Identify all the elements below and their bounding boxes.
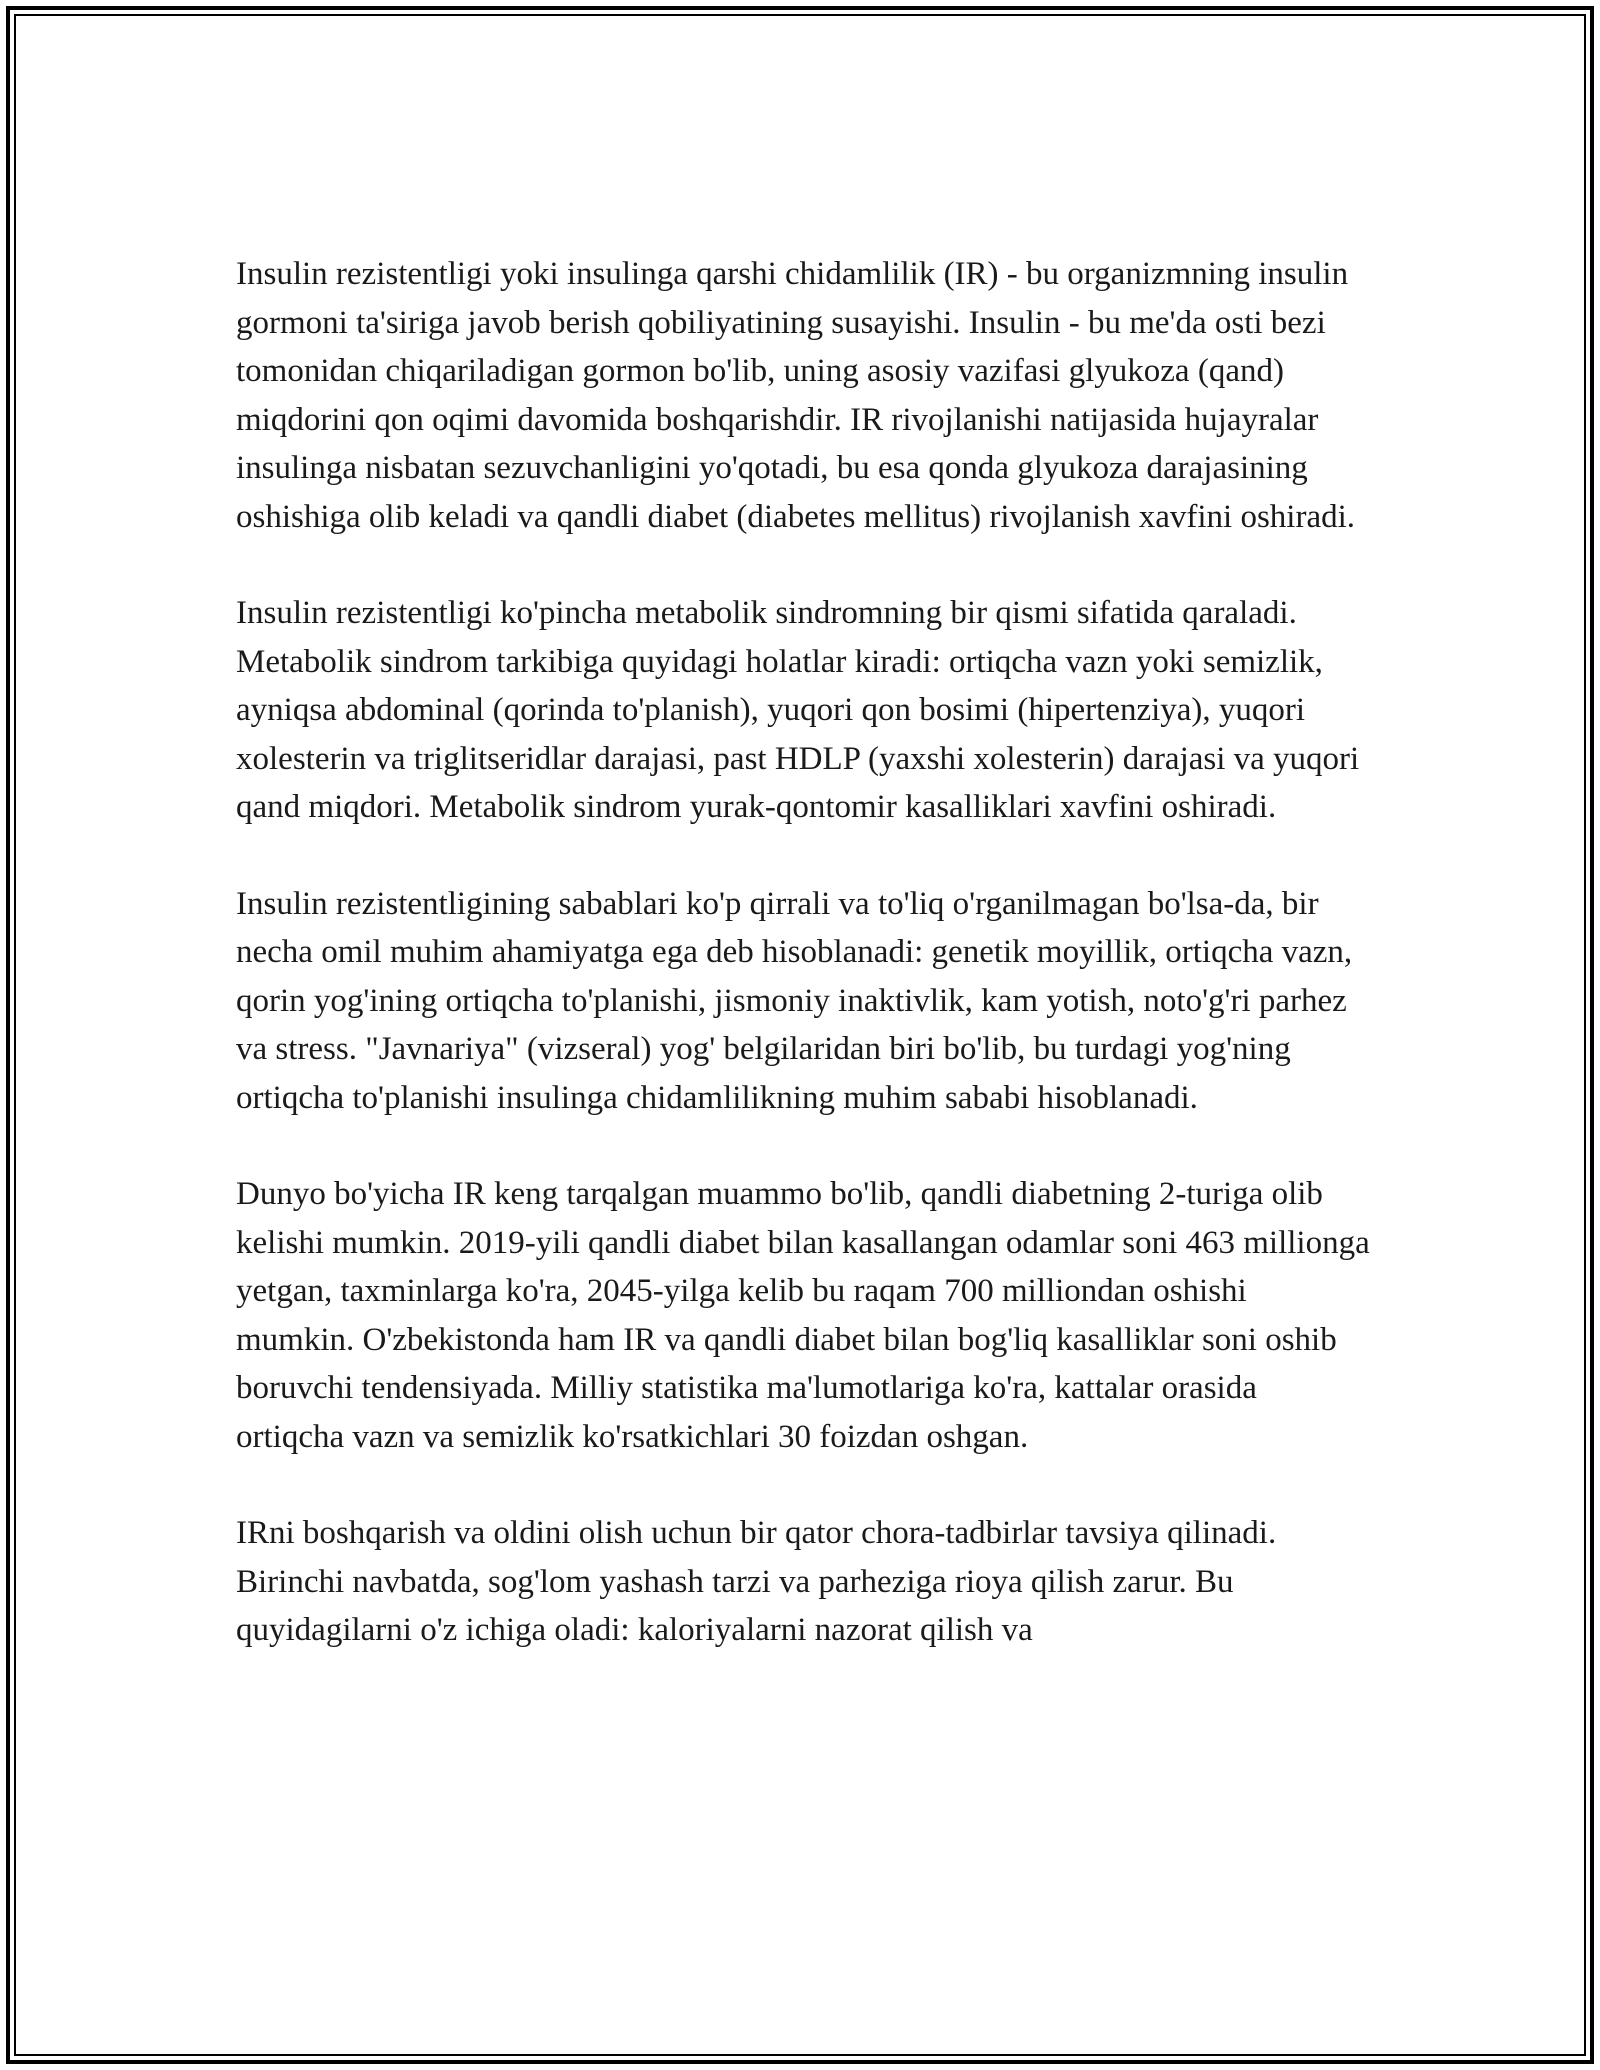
paragraph-metabolic-syndrome: Insulin rezistentligi ko'pincha metabolik sindromning bir qismi sifatida qaraladi. Metabolik sindrom tarkibiga quyidagi holatlar kiradi: ortiqcha vazn yoki semizlik, ayniqsa abdominal (qorinda to'planish), yuqori qon bosimi (hipertenziya), yuqori xolesterin va triglitseridlar darajasi, past HDLP (yaxshi xolesterin) darajasi va yuqori qand miqdori. Metabolik sindrom yurak-qontomir kasalliklari xavfini oshiradi. [236,595,1360,825]
paragraph-prevalence: Dunyo bo'yicha IR keng tarqalgan muammo bo'lib, qandli diabetning 2-turiga olib kelishi mumkin. 2019-yili qandli diabet bilan kasallangan odamlar soni 463 millionga yetgan, taxminlarga ko'ra, 2045-yilga kelib bu raqam 700 milliondan oshishi mumkin. O'zbekistonda ham IR va qandli diabet bilan bog'liq kasalliklar soni oshib boruvchi tendensiyada. Milliy statistika ma'lumotlariga ko'ra, kattalar orasida ortiqcha vazn va semizlik ko'rsatkichlari 30 foizdan oshgan. [236,1176,1370,1455]
paragraph-management: IRni boshqarish va oldini olish uchun bir qator chora-tadbirlar tavsiya qilinadi. Birinchi navbatda, sog'lom yashash tarzi va parheziga rioya qilish zarur. Bu quyidagilarni o'z ichiga oladi: kaloriyalarni nazorat qilish va [236,1515,1277,1648]
document-body [236,250,1371,1655]
paragraph-insulin-resistance-definition: Insulin rezistentligi yoki insulinga qarshi chidamlilik (IR) - bu organizmning insulin gormoni ta'siriga javob berish qobiliyatining susayishi. Insulin - bu me'da osti bezi tomonidan chiqariladigan gormon bo'lib, uning asosiy vazifasi glyukoza (qand) miqdorini qon oqimi davomida boshqarishdir. IR rivojlanishi natijasida hujayralar insulinga nisbatan sezuvchanligini yo'qotadi, bu esa qonda glyukoza darajasining oshishiga olib keladi va qandli diabet (diabetes mellitus) rivojlanish xavfini oshiradi. [236,256,1356,535]
paragraph-causes: Insulin rezistentligining sabablari ko'p qirrali va to'liq o'rganilmagan bo'lsa-da, bir necha omil muhim ahamiyatga ega deb hisoblanadi: genetik moyillik, ortiqcha vazn, qorin yog'ining ortiqcha to'planishi, jismoniy inaktivlik, kam yotish, noto'g'ri parhez va stress. "Javnariya" (vizseral) yog' belgilaridan biri bo'lib, bu turdagi yog'ning ortiqcha to'planishi insulinga chidamlilikning muhim sababi hisoblanadi. [236,885,1353,1116]
